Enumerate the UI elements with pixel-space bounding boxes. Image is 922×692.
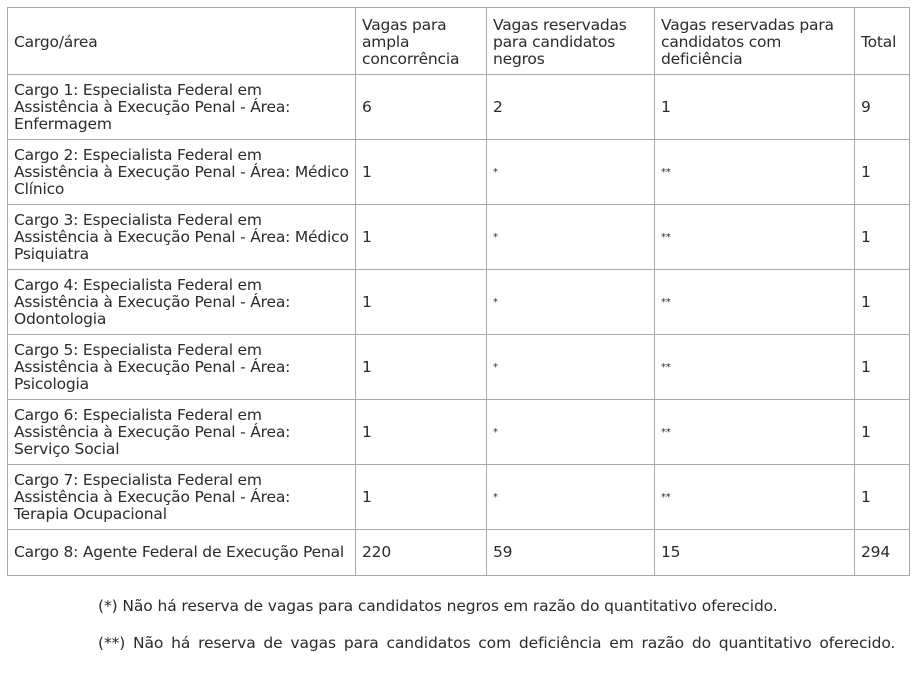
cell-total: 1	[855, 205, 910, 270]
cell-cargo: Cargo 1: Especialista Federal em Assistência à Execução Penal - Área: Enfermagem	[8, 75, 356, 140]
table-header-row	[8, 8, 910, 75]
cell-negros	[487, 270, 655, 335]
table-row	[8, 205, 910, 270]
double-asterisk-mark: **	[661, 296, 671, 308]
cell-negros	[487, 140, 655, 205]
cell-deficiencia	[655, 205, 855, 270]
cell-total: 1	[855, 465, 910, 530]
cell-ampla: 220	[356, 530, 487, 576]
footnotes	[7, 596, 909, 653]
cell-deficiencia	[655, 270, 855, 335]
table-row	[8, 400, 910, 465]
cell-cargo: Cargo 3: Especialista Federal em Assistência à Execução Penal - Área: Médico Psiquiatra	[8, 205, 356, 270]
double-asterisk-mark: **	[661, 166, 671, 178]
cell-negros: 2	[487, 75, 655, 140]
table-row	[8, 270, 910, 335]
cell-ampla: 1	[356, 335, 487, 400]
cell-ampla: 1	[356, 270, 487, 335]
cell-cargo: Cargo 6: Especialista Federal em Assistência à Execução Penal - Área: Serviço Social	[8, 400, 356, 465]
cell-total: 1	[855, 400, 910, 465]
vacancies-table	[7, 7, 910, 576]
cell-ampla: 6	[356, 75, 487, 140]
cell-total: 1	[855, 335, 910, 400]
header-ampla-concorrencia: Vagas para ampla concorrência	[356, 8, 487, 75]
double-asterisk-mark: **	[661, 231, 671, 243]
cell-ampla: 1	[356, 140, 487, 205]
cell-total: 1	[855, 140, 910, 205]
cell-negros	[487, 465, 655, 530]
table-row	[8, 75, 910, 140]
header-candidatos-negros: Vagas reservadas para candidatos negros	[487, 8, 655, 75]
asterisk-mark: *	[493, 491, 498, 503]
cell-deficiencia	[655, 465, 855, 530]
table-row	[8, 335, 910, 400]
cell-negros	[487, 400, 655, 465]
cell-ampla: 1	[356, 205, 487, 270]
cell-cargo: Cargo 7: Especialista Federal em Assistência à Execução Penal - Área: Terapia Ocupacional	[8, 465, 356, 530]
footnote-deficiencia: (**) Não há reserva de vagas para candidatos com deficiência em razão do quantitativo oferecido.	[98, 634, 896, 652]
asterisk-mark: *	[493, 166, 498, 178]
cell-total: 9	[855, 75, 910, 140]
asterisk-mark: *	[493, 296, 498, 308]
asterisk-mark: *	[493, 231, 498, 243]
double-asterisk-mark: **	[661, 491, 671, 503]
table-row	[8, 140, 910, 205]
cell-deficiencia: 15	[655, 530, 855, 576]
cell-deficiencia: 1	[655, 75, 855, 140]
cell-total: 1	[855, 270, 910, 335]
double-asterisk-mark: **	[661, 361, 671, 373]
asterisk-mark: *	[493, 426, 498, 438]
cell-negros	[487, 335, 655, 400]
cell-cargo: Cargo 5: Especialista Federal em Assistência à Execução Penal - Área: Psicologia	[8, 335, 356, 400]
cell-deficiencia	[655, 140, 855, 205]
footnote-negros: (*) Não há reserva de vagas para candidatos negros em razão do quantitativo oferecido.	[98, 597, 778, 615]
cell-cargo: Cargo 4: Especialista Federal em Assistência à Execução Penal - Área: Odontologia	[8, 270, 356, 335]
table-row	[8, 465, 910, 530]
cell-negros	[487, 205, 655, 270]
header-total: Total	[855, 8, 910, 75]
cell-ampla: 1	[356, 400, 487, 465]
table-row	[8, 530, 910, 576]
cell-cargo: Cargo 2: Especialista Federal em Assistência à Execução Penal - Área: Médico Clínico	[8, 140, 356, 205]
cell-ampla: 1	[356, 465, 487, 530]
cell-deficiencia	[655, 400, 855, 465]
header-cargo-area: Cargo/área	[8, 8, 356, 75]
header-candidatos-deficiencia: Vagas reservadas para candidatos com deficiência	[655, 8, 855, 75]
cell-deficiencia	[655, 335, 855, 400]
double-asterisk-mark: **	[661, 426, 671, 438]
asterisk-mark: *	[493, 361, 498, 373]
cell-negros: 59	[487, 530, 655, 576]
cell-total: 294	[855, 530, 910, 576]
cell-cargo: Cargo 8: Agente Federal de Execução Penal	[8, 530, 356, 576]
